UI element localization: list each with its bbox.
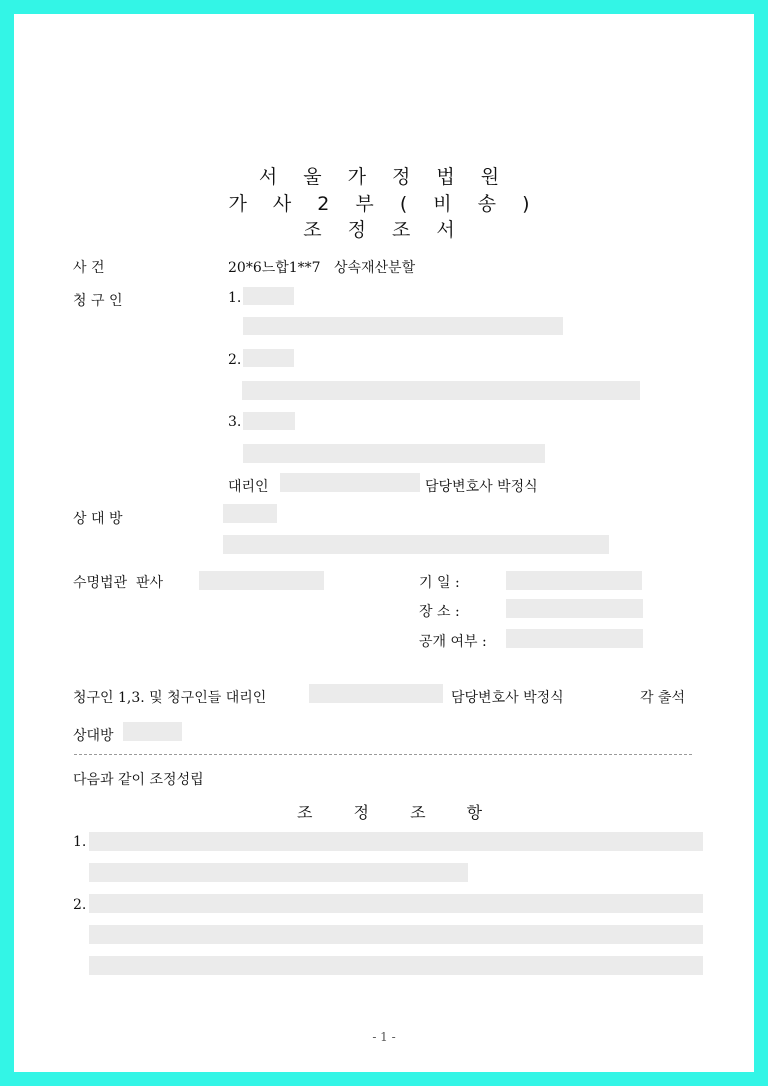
- case-number: [228, 257, 415, 277]
- redacted-attendance-respondent: [123, 722, 182, 741]
- petitioner-agent-role: 담당변호사 박정식: [425, 479, 538, 495]
- court-name: 서 울 가 정 법 원: [258, 166, 510, 188]
- redacted-settlement-2-line-3: [89, 956, 703, 975]
- session-place-label: 장 소 :: [419, 604, 460, 620]
- section-divider: [74, 754, 692, 755]
- redacted-session-date: [506, 571, 642, 590]
- petitioner-item-2: 2.: [228, 352, 242, 368]
- petitioner-item-1: 1.: [228, 290, 242, 306]
- redacted-petitioner-3-name: [243, 412, 295, 430]
- redacted-attendance-agent: [309, 684, 443, 703]
- redacted-session-place: [506, 599, 643, 618]
- attendance-line-1-prefix: 청구인 1,3. 및 청구인들 대리인: [73, 690, 267, 706]
- page-number: - 1 -: [372, 1030, 396, 1044]
- redacted-judge-name: [199, 571, 324, 590]
- case-number-value: 20*6느합1**7: [228, 260, 321, 276]
- redacted-settlement-2-line-1: [89, 894, 703, 913]
- petitioner-item-3: 3.: [228, 414, 242, 430]
- redacted-petitioner-1-name: [243, 287, 294, 305]
- redacted-respondent-name: [223, 504, 277, 523]
- petitioner-agent-label: 대리인: [228, 479, 269, 495]
- judge-title: 판사: [136, 575, 164, 591]
- settlement-item-2: 2.: [73, 897, 87, 913]
- redacted-settlement-1-line-1: [89, 832, 703, 851]
- redacted-settlement-1-line-2: [89, 863, 468, 882]
- session-date-label: 기 일 :: [419, 575, 460, 591]
- redacted-agent-name: [280, 473, 420, 492]
- redacted-petitioner-3-address: [243, 444, 545, 463]
- redacted-petitioner-2-name: [243, 349, 294, 367]
- session-public-label: 공개 여부 :: [419, 634, 487, 650]
- court-division: 가 사 2 부 ( 비 송 ): [228, 193, 540, 215]
- case-title: 상속재산분할: [333, 260, 416, 276]
- petitioner-label: 청 구 인: [73, 293, 123, 309]
- attendance-line-1-suffix: 각 출석: [640, 690, 686, 706]
- document-type: 조 정 조 서: [303, 219, 465, 241]
- redacted-petitioner-2-address: [242, 381, 640, 400]
- attendance-line-2: 상대방: [73, 728, 114, 744]
- judge-label-text: 수명법관: [73, 575, 128, 591]
- redacted-petitioner-1-address: [243, 317, 563, 335]
- settlement-intro: 다음과 같이 조정성립: [73, 772, 204, 788]
- attendance-line-1-role: 담당변호사 박정식: [451, 690, 564, 706]
- redacted-settlement-2-line-2: [89, 925, 703, 944]
- settlement-heading: 조 정 조 항: [297, 803, 501, 822]
- settlement-item-1: 1.: [73, 834, 87, 850]
- redacted-respondent-address: [223, 535, 609, 554]
- respondent-label: 상 대 방: [73, 511, 123, 527]
- redacted-session-public: [506, 629, 643, 648]
- judge-label: [73, 572, 163, 592]
- document-page: [14, 14, 754, 1072]
- case-label-text: 사 건: [73, 260, 105, 276]
